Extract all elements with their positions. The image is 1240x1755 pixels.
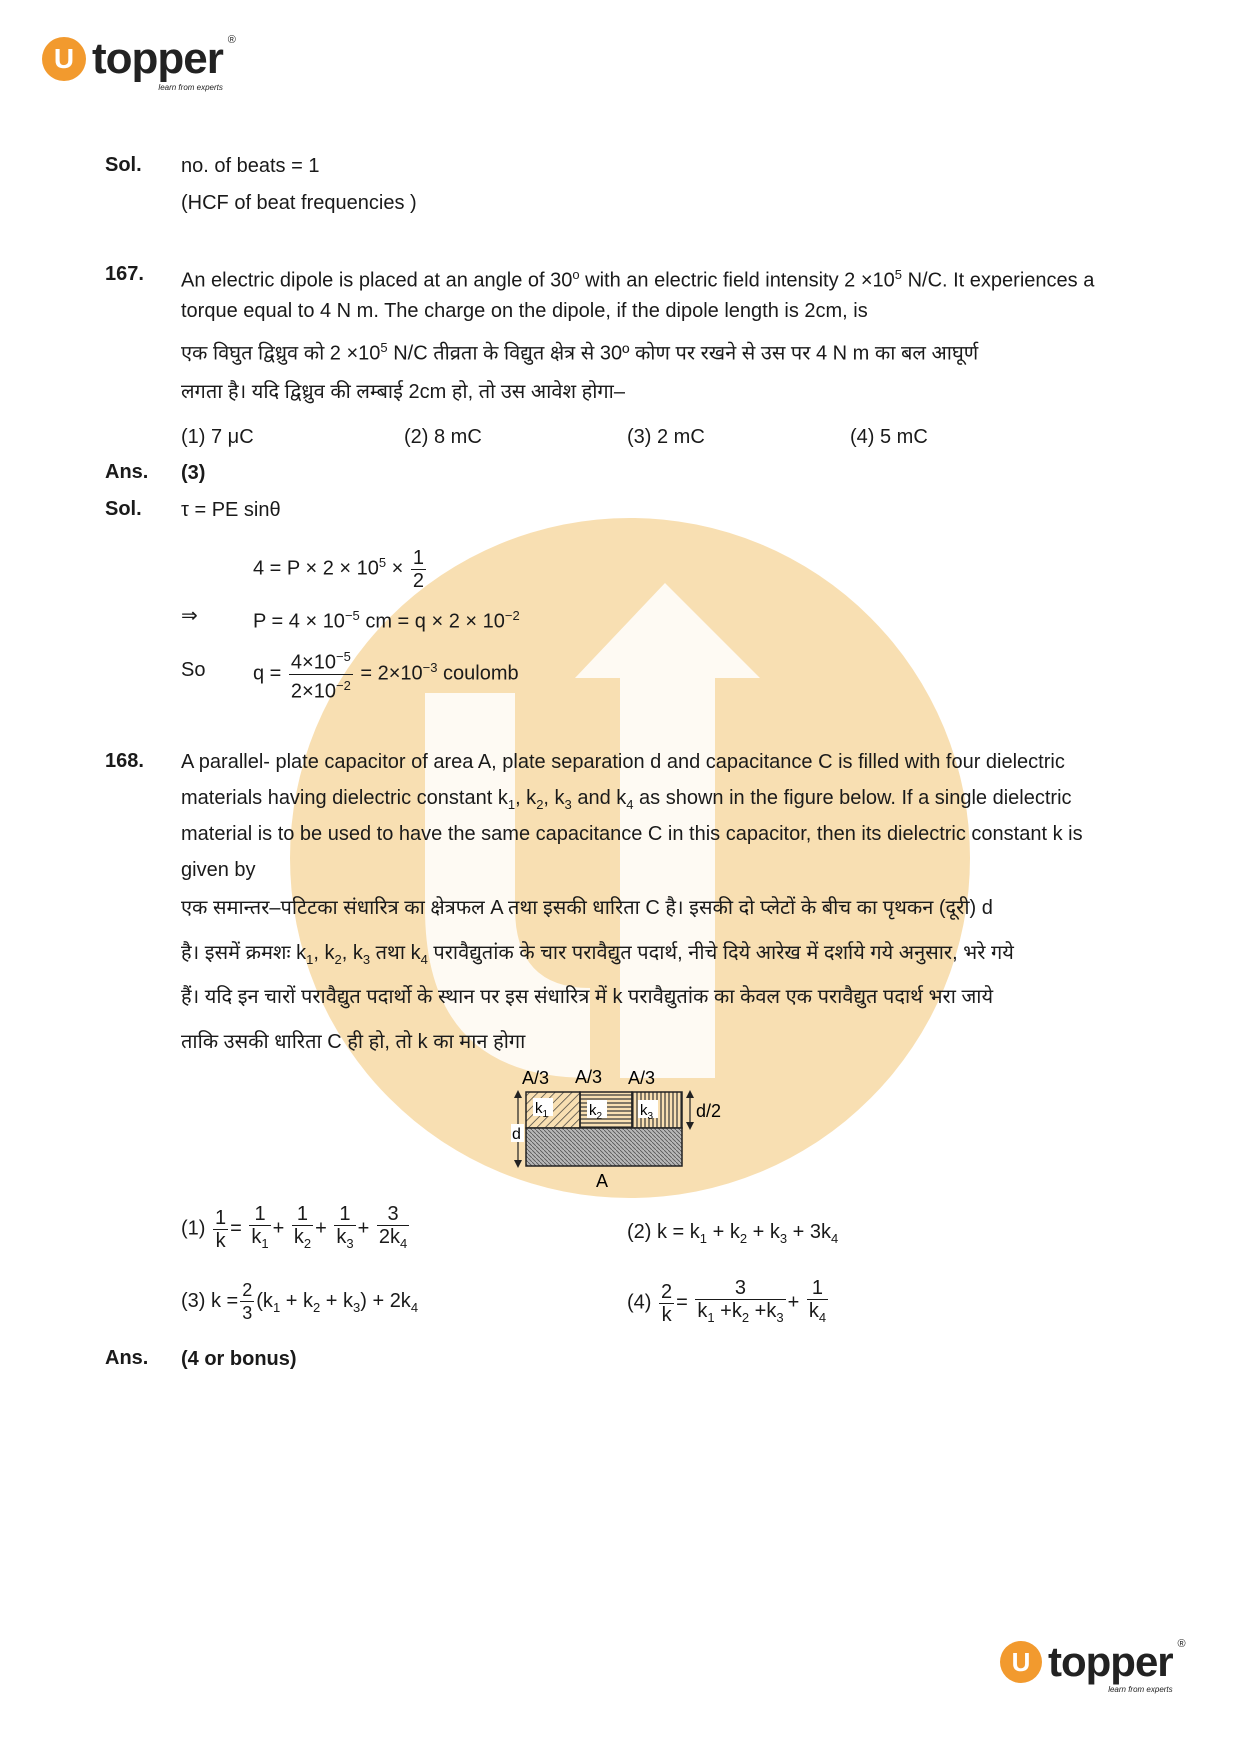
q168-en-line1: A parallel- plate capacitor of area A, plate separation d and capacitance C is filled with four dielectric bbox=[181, 751, 1065, 773]
logo-registered-mark: ® bbox=[227, 34, 235, 46]
prev-sol-line2: (HCF of beat frequencies ) bbox=[181, 192, 417, 214]
q167-option-3: (3) 2 mC bbox=[627, 426, 705, 448]
fraction-half: $\frac{1}{2}$ bbox=[412, 546, 425, 592]
label-a3-3: A/3 bbox=[628, 1068, 656, 1088]
q167-hi-line2: लगता है। यदि द्विध्रुव की लम्बाई 2cm हो, तो उस आवेश होगा– bbox=[181, 381, 625, 403]
ans-label-167: Ans. bbox=[105, 461, 149, 483]
q168-hi-line3: हैं। यदि इन चारों परावैद्युत पदार्थो के स्थान पर इस संधारित्र में k परावैद्युतांक का केवल एक परावैद्युत पदार्थ भरा जाये bbox=[181, 986, 994, 1008]
q168-hi-line2: है। इसमें क्रमशः $k_1$, $k_2$, $k_3$ तथा $k_4$ परावैद्युतांक के चार परावैद्युत पदार्थ, नीचे दिये आरेख में दर्शाये गये अनुसार, भरे गये bbox=[181, 942, 1014, 967]
q168-option-4: (4) $\frac{2}{k}$ = $\frac{3}{k_1 +k_2 +k_3}$ + $\frac{1}{k_4}$ bbox=[627, 1277, 827, 1326]
answer-167: (3) bbox=[181, 462, 206, 484]
q168-hi-line1: एक समान्तर–पटिटका संधारित्र का क्षेत्रफल A तथा इसकी धारिता C है। इसकी दो प्लेटों के बीच का पृथकन (दूरी) d bbox=[181, 897, 993, 919]
prev-sol-line1: no. of beats = 1 bbox=[181, 155, 320, 177]
so-label: So bbox=[181, 659, 206, 681]
label-d: d bbox=[512, 1126, 521, 1143]
logo-wordmark-footer: topper bbox=[1048, 1638, 1173, 1685]
footer-logo bbox=[1000, 1638, 1185, 1694]
q168-option-1: (1) $\frac{1}{k}$ = $\frac{1}{k_1}$ + $\frac{1}{k_2}$ + $\frac{1}{k_3}$ + $\frac{3}{2k_4}$ bbox=[181, 1203, 408, 1252]
sol167-eq2: $4 = P \times 2 \times 10^5$ × $\frac{1}{2}$ bbox=[253, 546, 425, 592]
question-number-168: 168. bbox=[105, 750, 144, 772]
sol167-eq4: q = $\frac{4\times 10^{-5}}{2\times 10^{-2}}$ = $2\times 10^{-3}$ coulomb bbox=[253, 644, 519, 703]
logo-wordmark: topper bbox=[92, 34, 223, 83]
q167-option-4: (4) 5 mC bbox=[850, 426, 928, 448]
q168-en-line2: materials having dielectric constant $k_1$, $k_2$, $k_3$ and $k_4$ as shown in the figure below. If a single dielectric bbox=[181, 787, 1072, 812]
q168-hi-line4: ताकि उसकी धारिता C ही हो, तो k का मान होगा bbox=[181, 1031, 526, 1053]
logo-tagline: learn from experts bbox=[158, 83, 223, 92]
ans-label-168: Ans. bbox=[105, 1347, 149, 1369]
label-a3-1: A/3 bbox=[522, 1068, 550, 1088]
q167-option-1: (1) 7 μC bbox=[181, 426, 254, 448]
logo-tagline-footer: learn from experts bbox=[1108, 1685, 1173, 1694]
q168-option-3: (3) k = $\frac{2}{3}$ $(k_1 + k_2 + k_3) + 2k_4$ bbox=[181, 1280, 419, 1324]
logo-registered-mark-footer: ® bbox=[1177, 1638, 1185, 1650]
dielectric-k4 bbox=[526, 1128, 682, 1166]
sol167-eq1: τ = PE sinθ bbox=[181, 499, 281, 521]
q167-en-line1: An electric dipole is placed at an angle of 30$^o$ with an electric field intensity $2 \times 10^5$ N/C. It experiences a bbox=[181, 267, 1095, 292]
capacitor-figure bbox=[500, 1062, 740, 1190]
header-logo bbox=[42, 34, 235, 92]
sol-label-167: Sol. bbox=[105, 498, 142, 520]
logo-mark-icon-footer: U bbox=[1000, 1641, 1042, 1683]
label-k3: $k_3$ bbox=[640, 1102, 654, 1122]
q167-option-2: (2) 8 mC bbox=[404, 426, 482, 448]
label-k2: $k_2$ bbox=[589, 1102, 603, 1122]
answer-168: (4 or bonus) bbox=[181, 1348, 297, 1370]
sol-label: Sol. bbox=[105, 154, 142, 176]
q168-en-line3: material is to be used to have the same capacitance C in this capacitor, then its dielectric constant k is bbox=[181, 823, 1083, 845]
label-a3-2: A/3 bbox=[575, 1067, 603, 1087]
implies-symbol: ⇒ bbox=[181, 605, 198, 627]
fraction-q: $\frac{4\times 10^{-5}}{2\times 10^{-2}}$ bbox=[289, 646, 353, 702]
label-d-half: d/2 bbox=[696, 1101, 722, 1121]
logo-mark-icon: U bbox=[42, 37, 86, 81]
sol167-eq3: $P = 4 \times 10^{-5}$ cm = $q \times 2 \times 10^{-2}$ bbox=[253, 608, 520, 633]
q167-hi-line1: एक विघुत द्विध्रुव को $2 \times 10^5$ N/C तीव्रता के विद्युत क्षेत्र से 30º कोण पर रखने से उस पर 4 N m का बल आघूर्ण bbox=[181, 340, 979, 365]
label-area: A bbox=[596, 1171, 609, 1190]
label-k1: $k_1$ bbox=[535, 1100, 549, 1120]
question-number-167: 167. bbox=[105, 263, 144, 285]
q168-option-2: (2) $k = k_1 + k_2 + k_3 + 3k_4$ bbox=[627, 1221, 839, 1246]
q168-en-line4: given by bbox=[181, 859, 256, 881]
q167-en-line2: torque equal to 4 N m. The charge on the dipole, if the dipole length is 2cm, is bbox=[181, 300, 868, 322]
